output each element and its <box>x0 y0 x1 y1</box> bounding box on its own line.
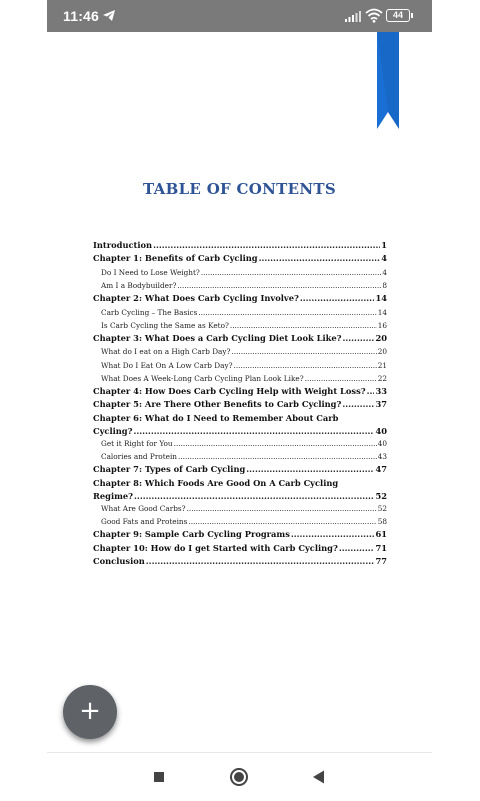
toc-entry[interactable] <box>93 398 387 411</box>
status-time: 11:46 <box>63 8 100 24</box>
toc-leader-dots <box>259 252 381 265</box>
toc-entry[interactable] <box>93 528 387 541</box>
toc-entry-label: What Are Good Carbs? <box>101 504 186 514</box>
toc-page-number: 40 <box>375 425 387 436</box>
toc-entry-label: Do I Need to Lose Weight? <box>101 267 200 277</box>
toc-leader-dots <box>146 555 375 568</box>
toc-entry-label: Chapter 1: Benefits of Carb Cycling <box>93 253 258 264</box>
toc-entry-label: Get it Right for You <box>101 438 173 448</box>
battery-icon: 44 <box>386 9 410 22</box>
toc-entry-label: Chapter 2: What Does Carb Cycling Involve? <box>93 293 299 304</box>
toc-entry[interactable] <box>93 477 387 502</box>
toc-subentry[interactable] <box>93 266 387 279</box>
toc-subentry[interactable] <box>93 515 387 528</box>
telegram-icon <box>102 9 116 22</box>
toc-entry-label: Good Fats and Proteins <box>101 517 188 527</box>
toc-entry-label: Chapter 9: Sample Carb Cycling Programs <box>93 529 290 540</box>
toc-leader-dots <box>305 372 377 385</box>
wifi-icon <box>365 8 383 23</box>
toc-leader-dots <box>231 345 376 358</box>
recents-square-icon[interactable] <box>139 753 179 801</box>
toc-subentry[interactable] <box>93 502 387 515</box>
toc-entry-label: What do I eat on a High Carb Day? <box>101 347 231 357</box>
toc-leader-dots <box>342 398 374 411</box>
toc-page-number: 40 <box>377 438 387 448</box>
toc-leader-dots <box>174 437 377 450</box>
toc-page-number: 21 <box>377 360 387 370</box>
toc-leader-dots <box>133 425 374 437</box>
toc-entry[interactable] <box>93 412 387 437</box>
toc-entry-label: Calories and Protein <box>101 452 177 462</box>
toc-leader-dots <box>234 359 377 372</box>
back-triangle-icon[interactable] <box>299 753 339 801</box>
toc-page-number: 20 <box>375 332 387 343</box>
home-circle-icon[interactable] <box>219 753 259 801</box>
toc-leader-dots <box>198 306 376 319</box>
toc-page-number: 20 <box>377 347 387 357</box>
toc-subentry[interactable] <box>93 437 387 450</box>
toc-entry-label: Conclusion <box>93 556 145 567</box>
toc-entry-label: Chapter 4: How Does Carb Cycling Help with Weight Loss? <box>93 385 366 396</box>
toc-subentry[interactable] <box>93 319 387 332</box>
toc-page-number: 52 <box>375 490 387 501</box>
toc-entry[interactable] <box>93 463 387 476</box>
toc-leader-dots <box>339 542 375 555</box>
toc-leader-dots <box>188 515 376 528</box>
signal-icon <box>345 11 361 22</box>
toc-entry[interactable] <box>93 332 387 345</box>
toc-page-number: 14 <box>377 307 387 317</box>
toc-leader-dots <box>134 490 374 502</box>
toc-entry-label: Carb Cycling – The Basics <box>101 307 198 317</box>
toc-leader-dots <box>230 319 377 332</box>
toc-page-number: 61 <box>375 529 387 540</box>
toc-leader-dots <box>177 279 381 292</box>
toc-leader-dots <box>246 463 374 476</box>
toc-page-number: 52 <box>377 504 387 514</box>
toc-page-number: 4 <box>381 253 387 264</box>
toc-entry-label: Chapter 6: What do I Need to Remember About Carb <box>93 413 339 424</box>
toc-entry[interactable] <box>93 292 387 305</box>
toc-entry-label: Chapter 5: Are There Other Benefits to Carb Cycling? <box>93 399 342 410</box>
toc-entry[interactable] <box>93 239 387 252</box>
toc-list <box>93 239 387 569</box>
toc-page-number: 14 <box>375 293 387 304</box>
system-navigation-bar <box>47 752 432 801</box>
toc-entry-label: What Does A Week-Long Carb Cycling Plan Look Like? <box>101 373 304 383</box>
toc-page-number: 71 <box>375 542 387 553</box>
toc-page-number: 16 <box>377 320 387 330</box>
toc-leader-dots <box>300 292 375 305</box>
toc-entry[interactable] <box>93 555 387 568</box>
toc-heading: TABLE OF CONTENTS <box>143 180 336 198</box>
toc-entry-label: Chapter 3: What Does a Carb Cycling Diet Look Like? <box>93 332 342 343</box>
toc-entry[interactable] <box>93 252 387 265</box>
toc-entry-label: Chapter 8: Which Foods Are Good On A Carb Cycling <box>93 478 339 489</box>
toc-entry-label: Chapter 7: Types of Carb Cycling <box>93 464 246 475</box>
toc-page-number: 47 <box>375 464 387 475</box>
toc-leader-dots <box>187 502 377 515</box>
phone-screen <box>47 0 432 800</box>
toc-leader-dots <box>178 450 377 463</box>
toc-entry[interactable] <box>93 385 387 398</box>
toc-subentry[interactable] <box>93 450 387 463</box>
toc-entry-label-continued: Cycling? <box>93 425 133 436</box>
toc-leader-dots <box>367 385 375 398</box>
plus-icon: + <box>79 696 101 726</box>
toc-entry-label-continued: Regime? <box>93 490 134 501</box>
toc-entry-label: What Do I Eat On A Low Carb Day? <box>101 360 233 370</box>
toc-page-number: 37 <box>375 399 387 410</box>
toc-subentry[interactable] <box>93 372 387 385</box>
toc-entry-label: Is Carb Cycling the Same as Keto? <box>101 320 229 330</box>
toc-page-number: 1 <box>381 240 387 250</box>
toc-page-number: 77 <box>375 556 387 567</box>
status-bar <box>47 0 432 32</box>
toc-entry[interactable] <box>93 542 387 555</box>
toc-leader-dots <box>291 528 375 541</box>
toc-page-number: 43 <box>377 452 387 462</box>
toc-subentry[interactable] <box>93 345 387 358</box>
toc-entry-label: Am I a Bodybuilder? <box>101 280 177 290</box>
toc-page-number: 8 <box>382 280 387 290</box>
toc-page-number: 58 <box>377 517 387 527</box>
toc-page-number: 22 <box>377 373 387 383</box>
toc-page-number: 4 <box>382 267 387 277</box>
left-margin <box>0 0 47 800</box>
toc-entry-label: Chapter 10: How do I get Started with Carb Cycling? <box>93 542 338 553</box>
toc-leader-dots <box>153 239 380 252</box>
toc-leader-dots <box>343 332 375 345</box>
toc-page-number: 33 <box>375 385 387 396</box>
bookmark-icon[interactable] <box>377 32 399 129</box>
toc-subentry[interactable] <box>93 279 387 292</box>
toc-subentry[interactable] <box>93 359 387 372</box>
toc-subentry[interactable] <box>93 306 387 319</box>
add-fab-button[interactable] <box>63 685 117 739</box>
toc-entry-label: Introduction <box>93 240 153 250</box>
right-margin <box>433 0 480 800</box>
toc-leader-dots <box>201 266 382 279</box>
